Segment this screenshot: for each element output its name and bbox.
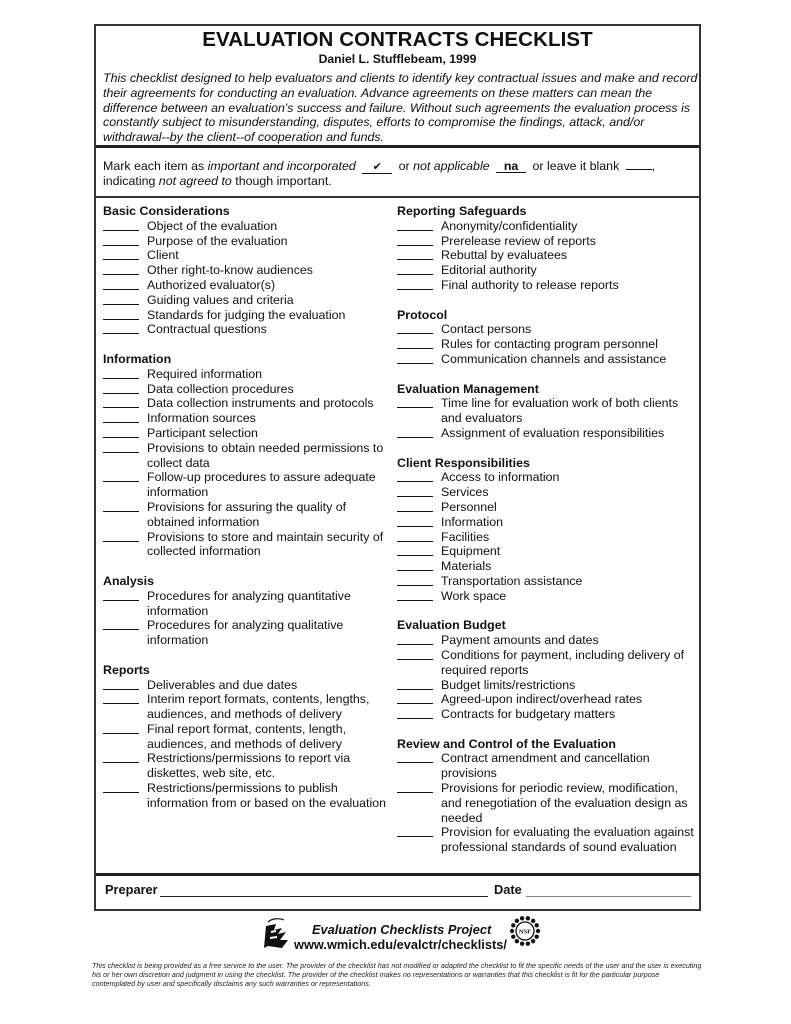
- checklist-item-label: Other right-to-know audiences: [147, 263, 313, 278]
- nsf-seal-ray: [531, 919, 535, 923]
- mark-blank-field[interactable]: [397, 230, 433, 231]
- mark-blank-field[interactable]: [103, 259, 139, 260]
- checklist-item: [103, 530, 388, 560]
- checklist-item: [397, 234, 697, 249]
- checklist-section: [103, 204, 388, 337]
- evaluation-center-logo-icon: [262, 918, 292, 950]
- checklist-section: [397, 204, 697, 293]
- checklist-item-label: Data collection instruments and protocols: [147, 396, 374, 411]
- mark-blank-field[interactable]: [397, 348, 433, 349]
- checklist-section: [103, 352, 388, 559]
- section-title: Analysis: [103, 573, 154, 588]
- nsf-seal-ray: [526, 916, 530, 920]
- checklist-item-label: Follow-up procedures to assure adequate information: [147, 470, 380, 500]
- checklist-item: [397, 692, 697, 707]
- checklist-item-label: Provisions to obtain needed permissions to collect data: [147, 440, 387, 470]
- nsf-seal-ray: [511, 923, 515, 927]
- instructions-text: [103, 158, 693, 189]
- checklist-item-label: Provisions for assuring the quality of obtained information: [147, 499, 353, 529]
- nsf-seal-ray: [531, 939, 535, 943]
- mark-blank-field[interactable]: [103, 407, 139, 408]
- mark-blank-field[interactable]: [103, 762, 139, 763]
- signature-row: [96, 873, 699, 911]
- preparer-label: Preparer: [105, 882, 158, 897]
- checklist-item: [397, 825, 697, 855]
- checklist-item-label: Authorized evaluator(s): [147, 277, 276, 292]
- project-name: Evaluation Checklists Project: [312, 922, 492, 937]
- section-title: Evaluation Budget: [397, 618, 506, 633]
- nsf-seal-ray: [526, 941, 530, 945]
- section-title: Reports: [103, 662, 150, 677]
- not-agreed-label: not agreed to: [158, 174, 232, 188]
- mark-blank-field[interactable]: [103, 452, 139, 453]
- na-mark-example: na: [496, 160, 526, 173]
- checklist-item-label: Client: [147, 248, 179, 263]
- nsf-seal-text: NSF: [518, 928, 532, 936]
- checklist-item-label: Required information: [147, 366, 263, 381]
- checklist-item-label: Guiding values and criteria: [147, 292, 294, 307]
- checklist-item-label: Information sources: [147, 411, 256, 426]
- mark-blank-field[interactable]: [397, 689, 433, 690]
- mark-blank-field[interactable]: [103, 733, 139, 734]
- mark-blank-field[interactable]: [397, 703, 433, 704]
- mark-blank-field[interactable]: [103, 792, 139, 793]
- checklist-item: [397, 219, 697, 234]
- important-label: important and incorporated: [207, 159, 356, 173]
- mark-blank-field[interactable]: [397, 792, 433, 793]
- page-title: EVALUATION CONTRACTS CHECKLIST: [202, 28, 593, 51]
- mark-blank-field[interactable]: [397, 259, 433, 260]
- checklist-item-label: Facilities: [441, 529, 490, 544]
- mark-blank-field[interactable]: [397, 437, 433, 438]
- checklist-item-label: Rules for contacting program personnel: [441, 337, 658, 352]
- checklist-item: [103, 692, 388, 722]
- checklist-item: [103, 234, 388, 249]
- checklist-item-label: Provision for evaluating the evaluation against professional standards of sound evaluation: [441, 825, 698, 855]
- checklist-frame: [94, 24, 701, 911]
- checklist-item: [103, 589, 388, 619]
- checklist-item: [397, 352, 697, 367]
- mark-blank-field[interactable]: [103, 230, 139, 231]
- instructions-part: Mark each item as: [103, 159, 208, 173]
- mark-blank-field[interactable]: [397, 600, 433, 601]
- project-url-link[interactable]: www.wmich.edu/evalctr/checklists/: [294, 937, 507, 952]
- mark-blank-field[interactable]: [103, 703, 139, 704]
- checklist-item-label: Restrictions/permissions to report via diskettes, web site, etc.: [147, 751, 354, 781]
- checklist-item-label: Deliverables and due dates: [147, 677, 298, 692]
- checklist-item: [103, 426, 388, 441]
- checklist-item-label: Contact persons: [441, 322, 532, 337]
- nsf-seal-ray: [515, 939, 519, 943]
- checklist-item: [103, 751, 388, 781]
- project-footer: [262, 914, 552, 954]
- checklist-item: [103, 322, 388, 337]
- mark-blank-field[interactable]: [103, 422, 139, 423]
- mark-blank-field[interactable]: [103, 289, 139, 290]
- mark-blank-field[interactable]: [397, 274, 433, 275]
- checklist-item: [103, 293, 388, 308]
- checklist-item-label: Personnel: [441, 499, 497, 514]
- mark-blank-field[interactable]: [397, 718, 433, 719]
- checklist-item: [397, 515, 697, 530]
- checklist-item-label: Equipment: [441, 544, 501, 559]
- nsf-seal-ray: [535, 934, 539, 938]
- section-title: Review and Control of the Evaluation: [397, 736, 616, 751]
- checklist-item-label: Transportation assistance: [441, 573, 583, 588]
- mark-blank-field[interactable]: [397, 570, 433, 571]
- checklist-item: [103, 500, 388, 530]
- section-title: Basic Considerations: [103, 204, 230, 218]
- checklist-item-label: Rebuttal by evaluatees: [441, 248, 568, 263]
- checklist-item-label: Participant selection: [147, 425, 258, 440]
- mark-blank-field[interactable]: [103, 393, 139, 394]
- nsf-seal-ray: [510, 929, 514, 933]
- checklist-item: [103, 263, 388, 278]
- checklist-item-label: Access to information: [441, 470, 560, 485]
- mark-blank-field[interactable]: [397, 289, 433, 290]
- checklist-item-label: Purpose of the evaluation: [147, 233, 288, 248]
- checklist-item-label: Final authority to release reports: [441, 277, 619, 292]
- instructions-part: though important.: [231, 174, 332, 188]
- checklist-item-label: Agreed-upon indirect/overhead rates: [441, 692, 643, 707]
- instructions-part: or leave it blank: [529, 159, 623, 173]
- checklist-item: [397, 678, 697, 693]
- checklist-item: [397, 589, 697, 604]
- checklist-item-label: Final report format, contents, length, audiences, and methods of delivery: [147, 721, 350, 751]
- nsf-seal-ray: [536, 929, 540, 933]
- checklist-item-label: Prerelease review of reports: [441, 233, 596, 248]
- checklist-item-label: Restrictions/permissions to publish information from or based on the evaluation: [147, 781, 387, 810]
- checklist-section: [103, 663, 388, 811]
- checklist-item: [103, 411, 388, 426]
- section-title: Protocol: [397, 307, 448, 322]
- mark-blank-field[interactable]: [103, 437, 139, 438]
- checklist-item: [103, 396, 388, 411]
- intro-paragraph: This checklist designed to help evaluators and clients to identify key contractual issues and make and record their agreements for conducting an evaluation. Advance agreements on these matters can mean the difference between an evaluation's success and failure. Without such agreements the evaluation process is constantly subject to misunderstanding, disputes, efforts to compromise the findings, attack, and/or withdrawal--by the client--of cooperation and funds.: [103, 71, 698, 145]
- checklist-item: [397, 781, 697, 825]
- checklist-section: [397, 382, 697, 441]
- checklist-item: [103, 278, 388, 293]
- checklist-item-label: Conditions for payment, including delivery of required reports: [441, 647, 688, 677]
- checklist-item: [397, 337, 697, 352]
- disclaimer-text: This checklist is being provided as a free service to the user. The provider of the checklist has not modified or adapted the checklist to fit the specific needs of the user and the user is executing his or her own discretion and judgment in using the checklist. The provider of the checklist makes no representations or warranties that this checklist is fit for the particular purpose contemplated by user and specifically disclaims any such warranties or representations.: [92, 961, 702, 988]
- check-mark-example: ✔: [362, 161, 392, 174]
- checklist-item: [397, 263, 697, 278]
- mark-blank-field[interactable]: [397, 333, 433, 334]
- mark-blank-field[interactable]: [397, 363, 433, 364]
- checklist-item-label: Object of the evaluation: [147, 218, 278, 233]
- instructions-part: indicating: [103, 174, 159, 188]
- checklist-item: [397, 248, 697, 263]
- checklist-item: [397, 500, 697, 515]
- checklist-item: [397, 322, 697, 337]
- checklist-item-label: Procedures for analyzing qualitative information: [147, 618, 351, 648]
- instructions-part: or: [395, 159, 414, 173]
- mark-blank-field[interactable]: [103, 304, 139, 305]
- checklist-item-label: Contract amendment and cancellation provisions: [441, 751, 654, 781]
- checklist-item-label: Provisions to store and maintain security of collected information: [147, 529, 387, 559]
- checklist-item: [397, 633, 697, 648]
- right-column: [397, 204, 697, 870]
- checklist-item: [103, 618, 388, 648]
- nsf-seal-ray: [511, 934, 515, 938]
- checklist-item: [103, 470, 388, 500]
- checklist-item-label: Work space: [441, 588, 507, 603]
- checklist-item: [103, 382, 388, 397]
- checklist-item: [397, 530, 697, 545]
- mark-blank-field[interactable]: [103, 378, 139, 379]
- checklist-item-label: Editorial authority: [441, 263, 537, 278]
- not-applicable-label: not applicable: [413, 159, 490, 173]
- mark-blank-field[interactable]: [103, 333, 139, 334]
- mark-blank-field[interactable]: [397, 481, 433, 482]
- checklist-item: [397, 485, 697, 500]
- section-title: Client Responsibilities: [397, 455, 530, 470]
- checklist-item-label: Data collection procedures: [147, 381, 294, 396]
- checklist-item-label: Assignment of evaluation responsibilities: [441, 425, 665, 440]
- checklist-item-label: Information: [441, 514, 503, 529]
- checklist-section: [103, 574, 388, 648]
- checklist-item-label: Payment amounts and dates: [441, 633, 599, 648]
- checklist-item-label: Contracts for budgetary matters: [441, 707, 616, 722]
- mark-blank-field[interactable]: [103, 274, 139, 275]
- mark-blank-field[interactable]: [397, 526, 433, 527]
- nsf-seal-ray: [520, 941, 524, 945]
- mark-blank-field[interactable]: [397, 836, 433, 837]
- checklist-section: [397, 737, 697, 855]
- checklist-item-label: Services: [441, 485, 489, 500]
- section-title: Evaluation Management: [397, 381, 539, 396]
- checklist-item-label: Contractual questions: [147, 322, 267, 337]
- checklist-item: [103, 308, 388, 323]
- checklist-item-label: Procedures for analyzing quantitative information: [147, 588, 355, 618]
- date-field[interactable]: [526, 896, 691, 897]
- checklist-item: [397, 278, 697, 293]
- section-title: Information: [103, 351, 172, 366]
- mark-blank-field[interactable]: [397, 407, 433, 408]
- left-column: [103, 204, 388, 825]
- preparer-field[interactable]: [160, 896, 488, 897]
- checklist-item-label: Provisions for periodic review, modification, and renegotiation of the evaluation design as needed: [441, 781, 692, 825]
- checklist-item: [103, 219, 388, 234]
- mark-blank-field[interactable]: [103, 319, 139, 320]
- mark-blank-field[interactable]: [397, 245, 433, 246]
- nsf-seal-ray: [515, 919, 519, 923]
- checklist-item: [103, 722, 388, 752]
- checklist-item: [397, 470, 697, 485]
- mark-blank-field[interactable]: [397, 496, 433, 497]
- mark-blank-field[interactable]: [103, 245, 139, 246]
- checklist-item: [103, 248, 388, 263]
- checklist-section: [397, 618, 697, 722]
- checklist-item-label: Anonymity/confidentiality: [441, 218, 578, 233]
- blank-example: [626, 158, 652, 170]
- checklist-item: [397, 648, 697, 678]
- checklist-section: [397, 456, 697, 604]
- checklist-item: [103, 441, 388, 471]
- checklist-item-label: Communication channels and assistance: [441, 351, 667, 366]
- checklist-item-label: Time line for evaluation work of both clients and evaluators: [441, 396, 682, 426]
- instructions-part: ,: [651, 159, 656, 173]
- checklist-item: [397, 396, 697, 426]
- mark-blank-field[interactable]: [397, 762, 433, 763]
- mark-blank-field[interactable]: [103, 600, 139, 601]
- checklist-item: [103, 678, 388, 693]
- checklist-item-label: Interim report formats, contents, lengths, audiences, and methods of delivery: [147, 692, 373, 722]
- mark-blank-field[interactable]: [103, 629, 139, 630]
- checklist-item: [397, 707, 697, 722]
- checklist-item: [103, 781, 388, 811]
- date-label: Date: [494, 882, 522, 897]
- nsf-seal-ray: [535, 923, 539, 927]
- mark-blank-field[interactable]: [397, 541, 433, 542]
- nsf-seal-icon: [508, 914, 542, 948]
- checklist-section: [397, 308, 697, 367]
- mark-blank-field[interactable]: [397, 644, 433, 645]
- checklist-header: [96, 26, 699, 148]
- checklist-item-label: Materials: [441, 559, 492, 574]
- mark-blank-field[interactable]: [103, 481, 139, 482]
- mark-blank-field[interactable]: [397, 511, 433, 512]
- mark-blank-field[interactable]: [397, 555, 433, 556]
- mark-blank-field[interactable]: [103, 689, 139, 690]
- checklist-item: [397, 559, 697, 574]
- checklist-item: [397, 426, 697, 441]
- nsf-seal-ray: [520, 916, 524, 920]
- checklist-item-label: Standards for judging the evaluation: [147, 307, 346, 322]
- checklist-item-label: Budget limits/restrictions: [441, 677, 576, 692]
- mark-blank-field[interactable]: [397, 659, 433, 660]
- checklist-item: [103, 367, 388, 382]
- instructions-box: [96, 148, 699, 198]
- mark-blank-field[interactable]: [103, 541, 139, 542]
- author-line: Daniel L. Stufflebeam, 1999: [318, 52, 477, 66]
- checklist-item: [397, 544, 697, 559]
- checklist-item: [397, 751, 697, 781]
- section-title: Reporting Safeguards: [397, 204, 527, 218]
- mark-blank-field[interactable]: [397, 585, 433, 586]
- mark-blank-field[interactable]: [103, 511, 139, 512]
- checklist-item: [397, 574, 697, 589]
